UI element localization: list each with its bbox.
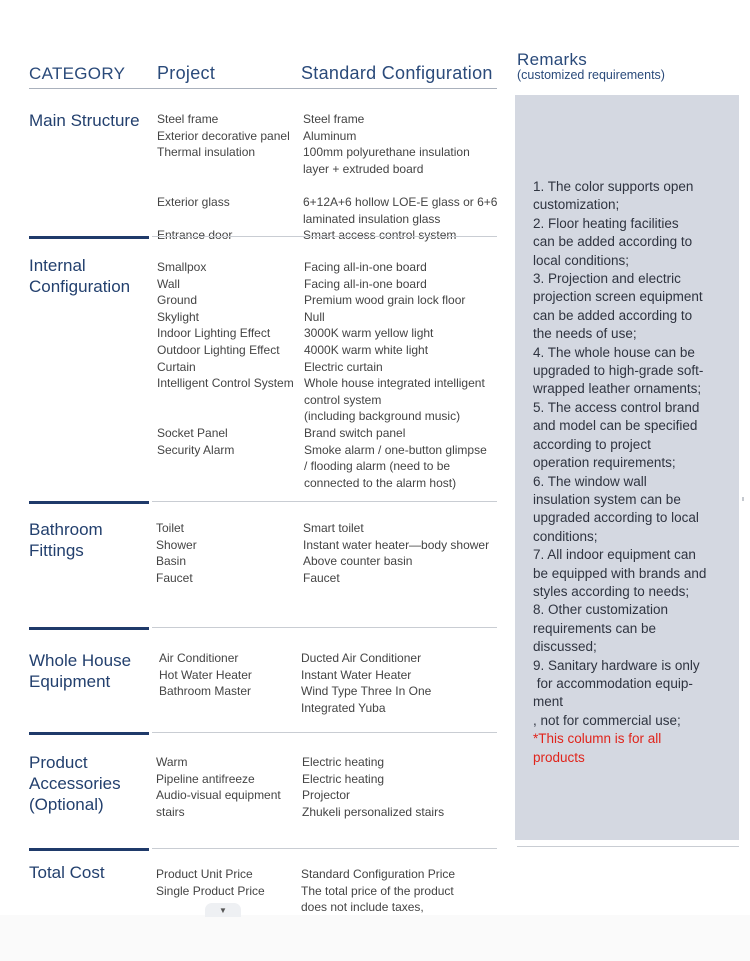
table-cell: 100mm polyurethane insulation [303,145,470,160]
table-cell [157,161,290,178]
table-cell: Facing all-in-one board [304,276,427,291]
category-line: Fittings [29,541,84,560]
remarks-bottom-divider [517,846,739,847]
remark-line: 6. The window wall [533,473,647,489]
table-cell: Exterior decorative panel [157,128,290,143]
remark-line: can be added according to [533,234,693,250]
accessories-projects [156,754,281,820]
remark-line: upgraded to high-grade soft- [533,363,704,379]
section-divider [152,501,497,502]
table-cell: 3000K warm yellow light [304,326,434,341]
header-standard-configuration: Standard Configuration [301,63,493,83]
section-divider [152,236,497,237]
remarks-lines [533,178,733,730]
remark-line: requirements can be [533,620,657,636]
header-category: CATEGORY [29,64,126,83]
table-cell: Electric heating [302,755,385,769]
header-divider [29,88,497,89]
table-cell: Electric curtain [304,359,383,374]
table-cell: Steel frame [157,112,219,126]
main-projects [157,111,290,244]
category-line: (Optional) [29,795,104,814]
total-configs [301,866,455,916]
table-cell: Wall [157,276,180,291]
table-cell [157,392,294,409]
category-internal-configuration [29,255,130,297]
remarks-red-note [533,730,733,767]
table-cell: Faucet [156,570,193,585]
section-divider-accent [29,732,149,735]
remark-line: customization; [533,197,620,213]
bathroom-configs [303,520,489,586]
table-cell [157,211,290,228]
house-projects [159,650,252,700]
table-cell: / flooding alarm (need to be [304,459,451,474]
table-cell: Ducted Air Conditioner [301,651,422,665]
section-divider [152,627,497,628]
table-cell: Smallpox [157,260,207,274]
remark-line: discussed; [533,639,597,655]
table-cell: Product Unit Price [156,867,253,881]
table-cell [303,177,497,194]
remark-line: according to project [533,436,651,452]
house-configs [301,650,431,716]
table-cell: Projector [302,788,351,803]
table-cell: control system [304,392,382,407]
category-line: Configuration [29,277,131,296]
table-cell: Pipeline antifreeze [156,771,255,786]
table-cell: Steel frame [303,112,365,126]
header-remarks: Remarks [517,50,588,69]
category-whole-house-equipment [29,650,131,692]
table-cell [157,408,294,425]
table-cell: Instant water heater—body shower [303,537,490,552]
table-cell: Standard Configuration Price [301,867,456,881]
total-projects [156,866,265,899]
table-cell: Curtain [157,359,196,374]
table-cell [157,177,290,194]
header-project: Project [157,63,216,83]
internal-projects [157,259,294,458]
table-cell: Toilet [156,521,185,535]
remark-line: upgraded according to local [533,510,699,526]
remark-line: local conditions; [533,252,630,268]
table-cell: 4000K warm white light [304,342,429,357]
category-line: Bathroom [29,520,103,539]
table-cell: Basin [156,554,187,569]
category-line: Internal [29,256,86,275]
header-remarks-subtitle: (customized requirements) [517,68,665,82]
table-cell: Electric heating [302,771,385,786]
table-cell: Brand switch panel [304,425,406,440]
remark-line: be equipped with brands and [533,565,707,581]
remark-line: , not for commercial use; [533,712,681,728]
section-divider-accent [29,627,149,630]
chevron-down-icon: ▼ [219,906,227,915]
remark-note-line: products [533,749,585,765]
category-line: Whole House [29,651,132,670]
bottom-band [0,915,750,961]
remark-line: 2. Floor heating facilities [533,215,679,231]
table-cell: Air Conditioner [159,651,239,665]
table-cell: Security Alarm [157,442,235,457]
table-cell: does not include taxes, [301,900,424,915]
table-cell: Zhukeli personalized stairs [302,804,445,819]
remark-line: projection screen equipment [533,289,703,305]
table-cell: Integrated Yuba [301,700,386,715]
table-cell: (including background music) [304,409,461,424]
table-cell: Warm [156,755,188,769]
table-cell: Whole house integrated intelligent [304,376,485,391]
table-cell: Indoor Lighting Effect [157,326,271,341]
table-cell: Bathroom Master [159,684,252,699]
table-cell: Wind Type Three In One [301,684,432,699]
category-main-structure: Main Structure [29,111,140,130]
bathroom-projects [156,520,197,586]
remark-line: ment [533,694,564,710]
scroll-tab[interactable] [205,903,241,917]
remark-line: the needs of use; [533,326,637,342]
section-divider-accent [29,848,149,851]
table-cell: Facing all-in-one board [304,260,427,274]
table-cell: Outdoor Lighting Effect [157,342,280,357]
remark-line: 4. The whole house can be [533,344,695,360]
table-cell: Smart toilet [303,521,364,535]
remark-line: wrapped leather ornaments; [533,381,702,397]
remark-line: 3. Projection and electric [533,271,681,287]
table-cell: Aluminum [303,128,357,143]
remark-line: and model can be specified [533,418,698,434]
table-cell: Audio-visual equipment [156,788,281,803]
table-cell: Exterior glass [157,194,230,209]
remark-line: for accommodation equip- [533,675,693,691]
category-product-accessories [29,752,121,815]
table-cell: stairs [156,804,185,819]
table-cell: connected to the alarm host) [304,475,457,490]
remark-line: conditions; [533,528,598,544]
remark-line: styles according to needs; [533,583,690,599]
table-cell: The total price of the product [301,883,454,898]
section-divider-accent [29,501,149,504]
table-cell: laminated insulation glass [303,211,441,226]
table-cell: Shower [156,537,197,552]
table-cell: Smoke alarm / one-button glimpse [304,442,487,457]
section-divider [152,732,497,733]
remark-line: 7. All indoor equipment can [533,547,696,563]
remark-line: can be added according to [533,307,693,323]
remark-line: 5. The access control brand [533,399,700,415]
table-cell: Instant Water Heater [301,667,412,682]
accessories-configs [302,754,444,820]
table-cell: Single Product Price [156,883,265,898]
category-line: Equipment [29,672,111,691]
remark-line: 8. Other customization [533,602,669,618]
table-cell: Faucet [303,570,340,585]
table-cell: Ground [157,293,198,308]
scroll-indicator [742,497,744,501]
table-cell: Premium wood grain lock floor [304,293,466,308]
table-cell: Null [304,309,325,324]
remarks-text [533,178,733,767]
category-line: Product [29,753,88,772]
table-cell: Above counter basin [303,554,413,569]
section-divider [152,848,497,849]
remark-line: operation requirements; [533,455,676,471]
category-line: Accessories [29,774,121,793]
table-cell: layer + extruded board [303,161,424,176]
table-cell: Intelligent Control System [157,376,294,391]
table-cell: 6+12A+6 hollow LOE-E glass or 6+6 [303,194,498,209]
main-configs [303,111,497,244]
remark-note-line: *This column is for all [533,731,662,747]
section-divider-accent [29,236,149,239]
table-cell: Skylight [157,309,200,324]
table-cell: Hot Water Heater [159,667,252,682]
remark-line: 1. The color supports open [533,179,694,194]
remark-line: insulation system can be [533,491,681,507]
category-total-cost: Total Cost [29,863,105,882]
internal-configs [304,259,487,491]
table-cell: Socket Panel [157,425,228,440]
category-bathroom-fittings [29,519,103,561]
table-cell: Thermal insulation [157,145,256,160]
remark-line: 9. Sanitary hardware is only [533,657,700,673]
